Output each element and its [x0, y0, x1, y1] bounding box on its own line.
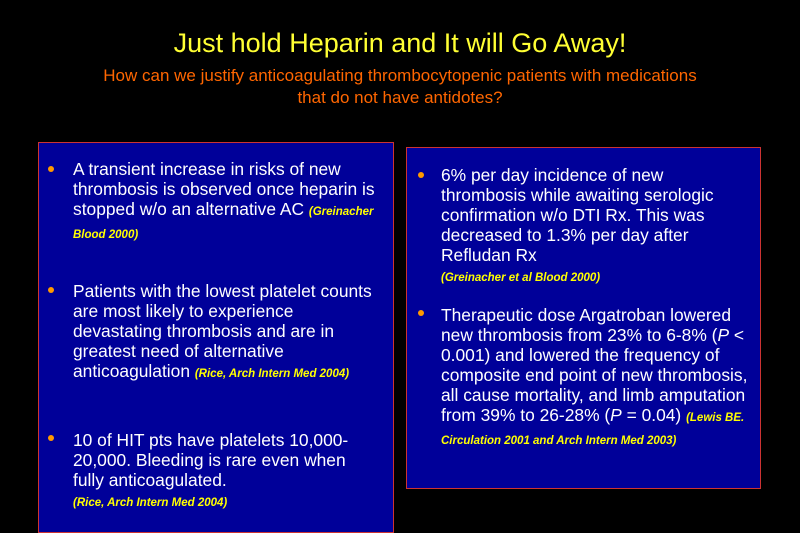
left-bullet-1 [73, 159, 389, 245]
subtitle-line-1: How can we justify anticoagulating thrombocytopenic patients with medications [103, 66, 697, 85]
left-bullet-1-text: A transient increase in risks of new thrombosis is observed once heparin is stopped w/o an alternative AC [73, 159, 375, 219]
right-bullet-2 [441, 305, 753, 451]
right-bullet-2-text-a: Therapeutic dose Argatroban lowered new thrombosis from 23% to 6-8% ( [441, 305, 732, 345]
left-content-panel [38, 142, 394, 533]
left-bullet-1-citation: (Greinacher Blood 2000) [73, 206, 374, 241]
p-value-symbol: P [717, 325, 730, 345]
subtitle-line-2: that do not have antidotes? [297, 88, 503, 107]
bullet-dot-icon [48, 287, 54, 293]
right-bullet-2-text-c: = 0.04) [621, 405, 682, 425]
right-bullet-2-citation: (Lewis BE. Circulation 2001 and Arch Intern Med 2003) [441, 412, 745, 447]
left-bullet-3 [73, 430, 373, 513]
bullet-dot-icon [418, 310, 424, 316]
bullet-dot-icon [48, 166, 54, 172]
bullet-dot-icon [418, 172, 424, 178]
left-bullet-2 [73, 281, 373, 384]
slide-subtitle [40, 65, 760, 109]
right-bullet-1-citation: (Greinacher et al Blood 2000) [441, 272, 601, 284]
left-bullet-2-text: Patients with the lowest platelet counts are most likely to experience devastating thrombosis and are in greatest need of alternative anticoagulation [73, 281, 372, 381]
left-bullet-2-citation: (Rice, Arch Intern Med 2004) [194, 368, 350, 380]
left-bullet-3-citation: (Rice, Arch Intern Med 2004) [73, 497, 228, 509]
bullet-dot-icon [48, 435, 54, 441]
right-bullet-1 [441, 165, 749, 288]
right-bullet-2-text-b: < 0.001) and lowered the frequency of composite end point of new thrombosis, all cause mortality, and limb amputation from 39% to 26-28% ( [441, 325, 748, 425]
right-content-panel [406, 147, 761, 489]
right-bullet-1-text: 6% per day incidence of new thrombosis while awaiting serologic confirmation w/o DTI Rx. This was decreased to 1.3% per day after Refludan Rx [441, 165, 714, 265]
slide-title: Just hold Heparin and It will Go Away! [173, 28, 627, 58]
left-bullet-3-text: 10 of HIT pts have platelets 10,000-20,000. Bleeding is rare even when fully anticoagulated. [73, 430, 349, 490]
p-value-symbol: P [610, 405, 622, 425]
